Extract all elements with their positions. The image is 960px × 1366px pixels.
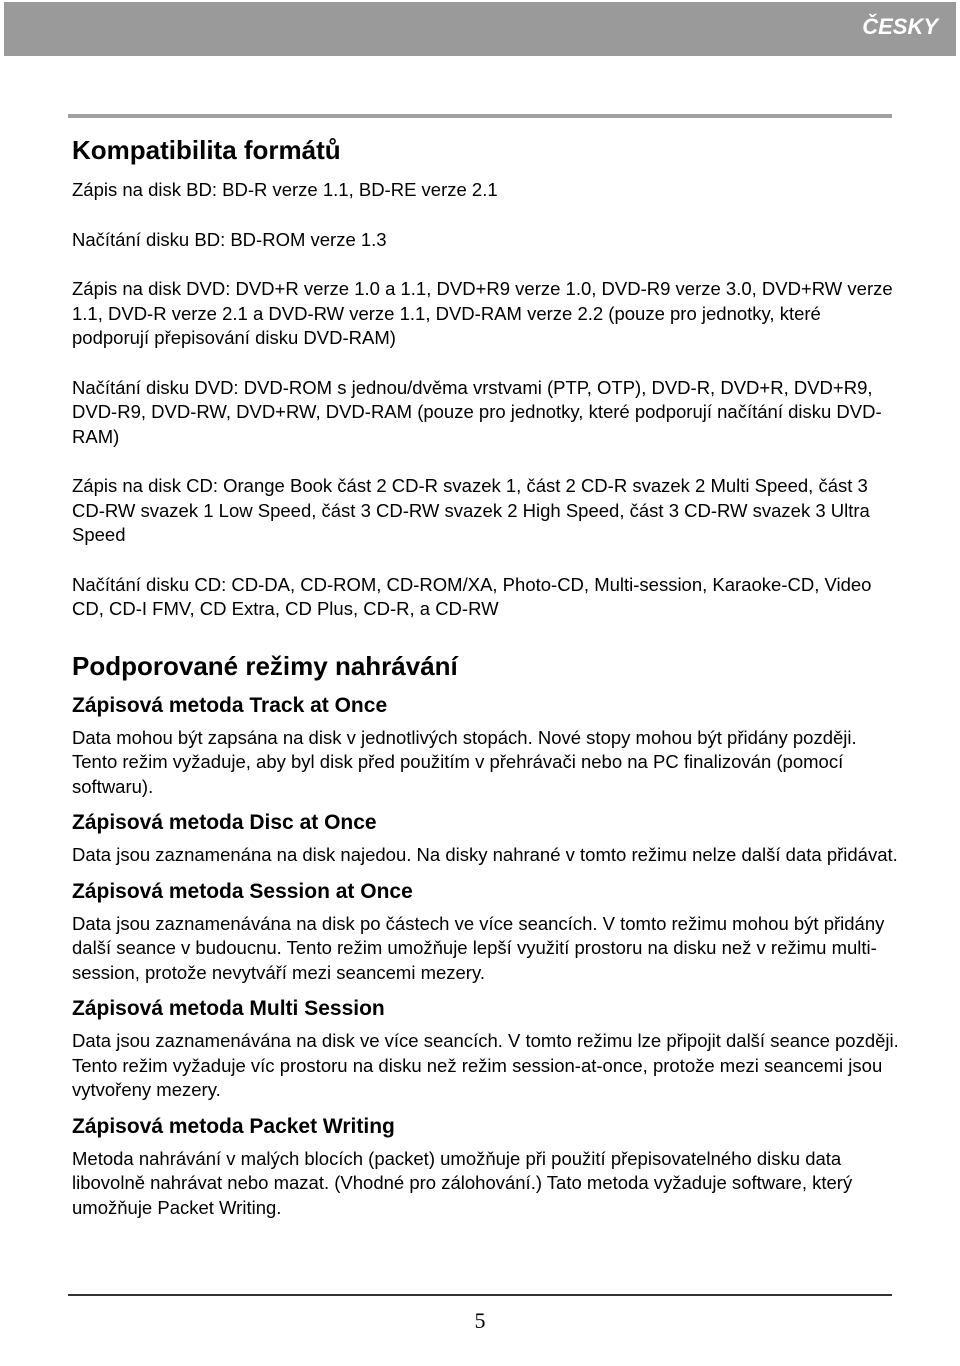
subsection-text: Metoda nahrávání v malých blocích (packet) umožňuje při použití přepisovatelného disku data libovolně nahrávat nebo mazat. (Vhodné pro zálohování.) Tato metoda vyžaduje software, který umožňuje Packet Writing. bbox=[72, 1147, 853, 1218]
subsection-text: Data mohou být zapsána na disk v jednotlivých stopách. Nové stopy mohou být přidány později. Tento režim vyžaduje, aby byl disk před použitím v přehrávači nebo na PC finalizován (pomocí softwaru). bbox=[72, 726, 857, 797]
page-content bbox=[72, 132, 902, 1230]
header-bar bbox=[4, 2, 956, 56]
subsection-multi-session bbox=[72, 995, 902, 1103]
paragraph-bd-write: Zápis na disk BD: BD-R verze 1.1, BD-RE verze 2.1 bbox=[72, 179, 498, 200]
subsection-heading: Zápisová metoda Packet Writing bbox=[72, 1114, 395, 1138]
paragraph-dvd-write: Zápis na disk DVD: DVD+R verze 1.0 a 1.1, DVD+R9 verze 1.0, DVD-R9 verze 3.0, DVD+RW verze 1.1, DVD-R verze 2.1 a DVD-RW verze 1.1, DVD-RAM verze 2.2 (pouze pro jednotky, které podporují přepisování disku DVD-RAM) bbox=[72, 278, 893, 348]
paragraph-cd-write: Zápis na disk CD: Orange Book část 2 CD-R svazek 1, část 2 CD-R svazek 2 Multi Speed, část 3 CD-RW svazek 1 Low Speed, část 3 CD-RW svazek 2 High Speed, část 3 CD-RW svazek 3 Ultra Speed bbox=[72, 475, 870, 545]
subsection-text: Data jsou zaznamenána na disk najedou. Na disky nahrané v tomto režimu nelze další data přidávat. bbox=[72, 844, 898, 865]
subsection-heading: Zápisová metoda Session at Once bbox=[72, 879, 413, 903]
subsection-heading: Zápisová metoda Track at Once bbox=[72, 693, 388, 717]
subsection-heading: Zápisová metoda Multi Session bbox=[72, 997, 385, 1020]
subsection-track-at-once bbox=[72, 692, 902, 800]
section-title-recording-modes: Podporované režimy nahrávání bbox=[72, 650, 458, 681]
bottom-divider bbox=[68, 1294, 892, 1296]
subsection-heading: Zápisová metoda Disc at Once bbox=[72, 811, 377, 834]
subsection-disc-at-once bbox=[72, 809, 902, 868]
subsection-packet-writing bbox=[72, 1113, 902, 1221]
subsection-text: Data jsou zaznamenávána na disk po částech ve více seancích. V tomto režimu mohou být přidány další seance v budoucnu. Tento režim umožňuje lepší využití prostoru na disku než v režimu multi-session, protože nevytváří mezi seancemi mezery. bbox=[72, 912, 885, 983]
page-number: 5 bbox=[474, 1308, 486, 1333]
subsection-text: Data jsou zaznamenávána na disk ve více seancích. V tomto režimu lze připojit další seance později. Tento režim vyžaduje víc prostoru na disku než režim session-at-once, protože mezi seancemi jsou vytvořeny mezery. bbox=[72, 1030, 899, 1100]
subsection-session-at-once bbox=[72, 878, 902, 986]
top-divider bbox=[68, 114, 892, 118]
section-title-format-compatibility: Kompatibilita formátů bbox=[72, 135, 341, 165]
paragraph-dvd-read: Načítání disku DVD: DVD-ROM s jednou/dvěma vrstvami (PTP, OTP), DVD-R, DVD+R, DVD+R9, DVD-R9, DVD-RW, DVD+RW, DVD-RAM (pouze pro jednotky, které podporují načítání disku DVD-RAM) bbox=[72, 376, 882, 447]
paragraph-bd-read: Načítání disku BD: BD-ROM verze 1.3 bbox=[72, 228, 387, 250]
language-label: ČESKY bbox=[862, 14, 938, 39]
paragraph-cd-read: Načítání disku CD: CD-DA, CD-ROM, CD-ROM/XA, Photo-CD, Multi-session, Karaoke-CD, Video CD, CD-I FMV, CD Extra, CD Plus, CD-R, a CD-RW bbox=[72, 573, 872, 619]
